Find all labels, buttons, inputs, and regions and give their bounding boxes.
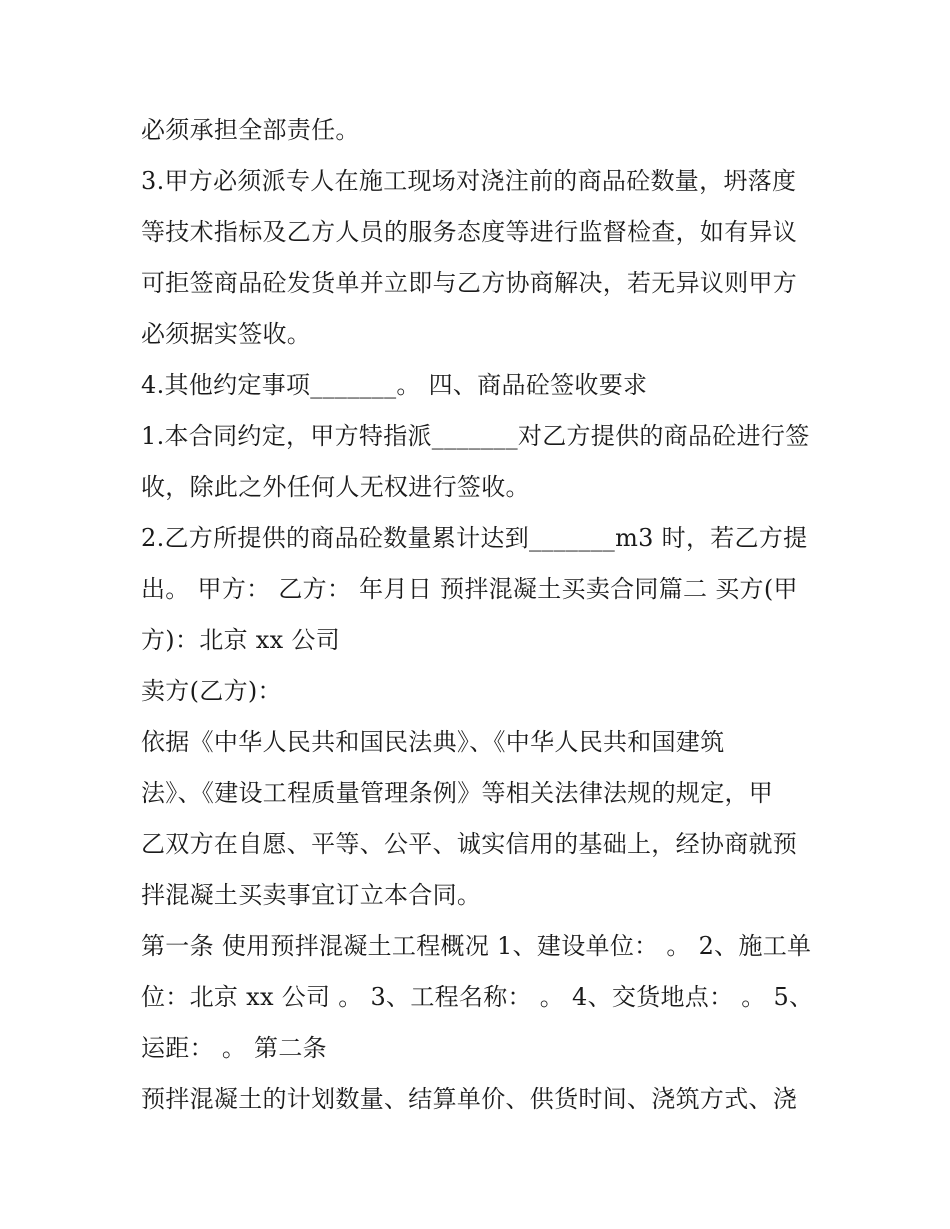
text-line-20: 预拌混凝土的计划数量、结算单价、供货时间、浇筑方式、浇	[141, 1085, 798, 1113]
text-line-3: 等技术指标及乙方人员的服务态度等进行监督检查，如有异议	[141, 218, 798, 246]
text-line-9: 2.乙方所提供的商品砼数量累计达到_______m3 时，若乙方提	[141, 524, 808, 552]
text-line-8: 收，除此之外任何人无权进行签收。	[141, 473, 530, 501]
text-line-16: 拌混凝土买卖事宜订立本合同。	[141, 881, 482, 909]
text-line-18: 位：北京 xx 公司 。 3、工程名称： 。 4、交货地点： 。 5、	[141, 983, 814, 1011]
text-line-10: 出。 甲方： 乙方： 年月日 预拌混凝土买卖合同篇二 买方(甲	[141, 575, 798, 603]
text-line-15: 乙双方在自愿、平等、公平、诚实信用的基础上，经协商就预	[141, 830, 798, 858]
text-line-17: 第一条 使用预拌混凝土工程概况 1、建设单位： 。 2、施工单	[141, 932, 812, 960]
text-line-19: 运距： 。 第二条	[141, 1034, 327, 1062]
text-line-4: 可拒签商品砼发货单并立即与乙方协商解决，若无异议则甲方	[141, 269, 798, 297]
text-line-1: 必须承担全部责任。	[141, 116, 360, 144]
text-line-7: 1.本合同约定，甲方特指派_______对乙方提供的商品砼进行签	[141, 422, 810, 450]
text-line-6: 4.其他约定事项_______。 四、商品砼签收要求	[141, 371, 648, 399]
text-line-13: 依据《中华人民共和国民法典》、《中华人民共和国建筑	[141, 728, 725, 756]
text-line-12: 卖方(乙方)：	[141, 677, 282, 705]
text-line-2: 3.甲方必须派专人在施工现场对浇注前的商品砼数量，坍落度	[141, 167, 797, 195]
text-line-11: 方)：北京 xx 公司	[141, 626, 340, 654]
text-line-14: 法》、《建设工程质量管理条例》等相关法律法规的规定，甲	[141, 779, 774, 807]
text-line-5: 必须据实签收。	[141, 320, 312, 348]
